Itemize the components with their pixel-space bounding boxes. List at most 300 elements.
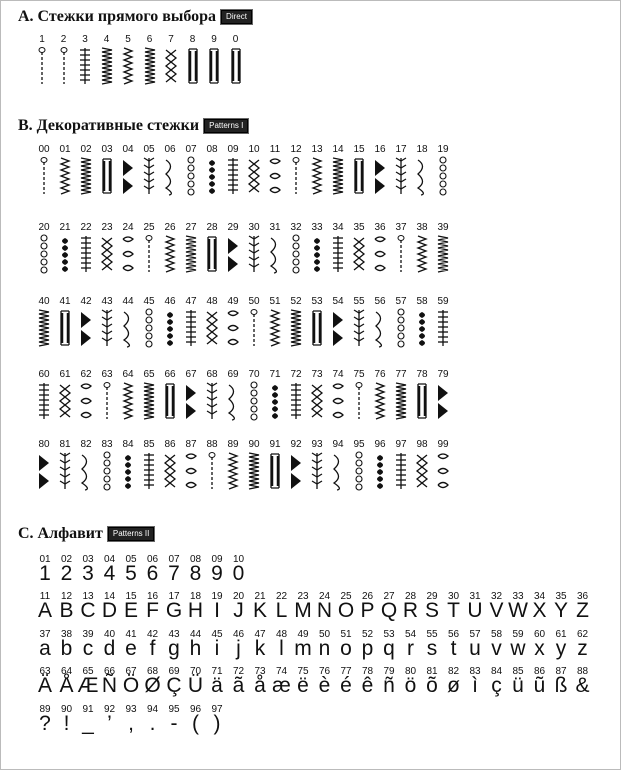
alphabet-number: 78 <box>361 666 374 677</box>
buttonhole-round-icon <box>207 46 221 91</box>
decorative-stitch-icon <box>310 234 324 279</box>
alphabet-number: 18 <box>189 591 202 602</box>
stitch-number: 61 <box>59 369 71 380</box>
alphabet-character: l <box>279 637 284 660</box>
alphabet-number: 22 <box>275 591 288 602</box>
three-step-zigzag-icon <box>143 46 157 91</box>
decorative-stitch-icon <box>415 451 429 496</box>
decorative-stitch-row <box>0 222 621 302</box>
alphabet-character: Ñ <box>101 674 118 697</box>
stitch-number: 26 <box>164 222 176 233</box>
decorative-stitch-icon <box>142 381 156 426</box>
decorative-stitch-icon <box>310 451 324 496</box>
alphabet-character: M <box>294 599 312 622</box>
alphabet-number: 56 <box>447 629 460 640</box>
alphabet-number: 49 <box>297 629 309 640</box>
stitch-number: 43 <box>101 296 113 307</box>
stitch-number: 23 <box>101 222 113 233</box>
alphabet-character: Ö <box>122 674 140 697</box>
alphabet-number: 36 <box>576 591 589 602</box>
alphabet-number: 81 <box>426 666 438 677</box>
alphabet-number: 79 <box>383 666 395 677</box>
alphabet-number: 86 <box>533 666 546 677</box>
decorative-stitch-icon <box>58 156 72 201</box>
alphabet-number: 95 <box>168 704 180 715</box>
stitch-number: 51 <box>269 296 281 307</box>
stitch-number: 57 <box>395 296 407 307</box>
triple-straight-stitch-icon <box>78 46 92 91</box>
decorative-stitch-icon <box>226 308 240 353</box>
decorative-stitch-icon <box>100 234 114 279</box>
decorative-stitch-icon <box>352 381 366 426</box>
decorative-stitch-icon <box>289 234 303 279</box>
decorative-stitch-icon <box>205 381 219 426</box>
stitch-number: 18 <box>416 144 428 155</box>
stitch-number: 56 <box>374 296 386 307</box>
alphabet-number: 33 <box>512 591 524 602</box>
alphabet-character: X <box>532 599 547 622</box>
stitch-number: 37 <box>395 222 407 233</box>
stitch-number: 46 <box>164 296 176 307</box>
decorative-stitch-icon <box>394 451 408 496</box>
decorative-stitch-icon <box>142 234 156 279</box>
stitch-number: 38 <box>416 222 428 233</box>
alphabet-number: 89 <box>39 704 51 715</box>
direct-badge: Direct <box>221 10 252 24</box>
stitch-number: 67 <box>185 369 197 380</box>
stitch-number: 30 <box>248 222 260 233</box>
alphabet-character: c <box>82 637 94 660</box>
alphabet-character: è <box>318 674 331 697</box>
stitch-number: 06 <box>164 144 176 155</box>
alphabet-number: 75 <box>297 666 309 677</box>
decorative-stitch-icon <box>373 381 387 426</box>
alphabet-number: 90 <box>60 704 73 715</box>
alphabet-number: 38 <box>60 629 73 640</box>
alphabet-number: 50 <box>318 629 331 640</box>
alphabet-character: - <box>170 712 178 735</box>
decorative-stitch-icon <box>394 381 408 426</box>
alphabet-number: 55 <box>426 629 438 640</box>
alphabet-character: a <box>39 637 51 660</box>
alphabet-character: ê <box>361 674 374 697</box>
section-b-heading: B. Декоративные стежки <box>18 117 200 134</box>
stitch-number: 25 <box>143 222 155 233</box>
alphabet-character: ø <box>447 674 460 697</box>
decorative-stitch-icon <box>331 156 345 201</box>
alphabet-number: 01 <box>39 554 51 565</box>
stitch-number: 39 <box>437 222 449 233</box>
alphabet-number: 35 <box>555 591 567 602</box>
alphabet-character: Ä <box>37 674 52 697</box>
stitch-number: 52 <box>290 296 302 307</box>
alphabet-number: 61 <box>555 629 567 640</box>
stitch-number: 78 <box>416 369 428 380</box>
decorative-stitch-icon <box>373 156 387 201</box>
decorative-stitch-icon <box>205 451 219 496</box>
stitch-number: 02 <box>80 144 92 155</box>
alphabet-character: k <box>254 637 266 660</box>
stitch-number: 82 <box>80 439 92 450</box>
alphabet-character: A <box>37 599 52 622</box>
alphabet-character: Q <box>380 599 398 622</box>
alphabet-character: õ <box>426 674 438 697</box>
alphabet-number: 73 <box>254 666 266 677</box>
stitch-number: 73 <box>311 369 323 380</box>
decorative-stitch-icon <box>352 451 366 496</box>
alphabet-character: L <box>275 599 288 622</box>
buttonhole-keyhole-icon <box>229 46 243 91</box>
direct-stitch-number: 5 <box>125 34 131 45</box>
alphabet-character: ) <box>213 712 221 735</box>
stitch-number: 88 <box>206 439 218 450</box>
stitch-number: 60 <box>38 369 50 380</box>
alphabet-number: 85 <box>512 666 524 677</box>
decorative-stitch-icon <box>436 234 450 279</box>
alphabet-number: 23 <box>297 591 309 602</box>
alphabet-character: Z <box>576 599 589 622</box>
stitch-number: 79 <box>437 369 449 380</box>
stitch-number: 75 <box>353 369 365 380</box>
decorative-stitch-icon <box>205 156 219 201</box>
decorative-stitch-icon <box>100 156 114 201</box>
alphabet-number: 04 <box>103 554 116 565</box>
decorative-stitch-icon <box>121 234 135 279</box>
stitch-number: 99 <box>437 439 449 450</box>
stitch-number: 17 <box>395 144 407 155</box>
alphabet-character: r <box>407 637 414 660</box>
stitch-number: 49 <box>227 296 239 307</box>
stitch-number: 97 <box>395 439 407 450</box>
alphabet-character: q <box>383 637 395 660</box>
stitch-number: 10 <box>248 144 260 155</box>
alphabet-character: p <box>361 637 374 660</box>
alphabet-number: 21 <box>254 591 266 602</box>
direct-stitch-number: 3 <box>82 34 88 45</box>
alphabet-character: æ <box>272 674 291 697</box>
direct-stitch-number: 6 <box>146 34 153 45</box>
alphabet-character: W <box>508 599 528 622</box>
alphabet-number: 62 <box>576 629 589 640</box>
alphabet-character: ë <box>297 674 309 697</box>
decorative-stitch-icon <box>289 308 303 353</box>
stitch-number: 08 <box>206 144 218 155</box>
stitch-number: 94 <box>332 439 344 450</box>
stitch-number: 15 <box>353 144 365 155</box>
alphabet-character: 6 <box>146 562 159 585</box>
overlock-stitch-icon <box>164 46 178 91</box>
decorative-stitch-icon <box>268 156 282 201</box>
alphabet-character: v <box>491 637 502 660</box>
alphabet-character: Y <box>553 599 568 622</box>
decorative-stitch-icon <box>226 381 240 426</box>
decorative-stitch-icon <box>310 381 324 426</box>
alphabet-character: F <box>146 599 159 622</box>
stitch-number: 13 <box>311 144 323 155</box>
alphabet-character: ö <box>404 674 417 697</box>
direct-stitch-row <box>0 34 621 114</box>
stitch-number: 11 <box>269 144 281 155</box>
alphabet-character: 9 <box>211 562 223 585</box>
alphabet-character: d <box>103 637 116 660</box>
alphabet-number: 32 <box>490 591 503 602</box>
alphabet-character: 7 <box>168 562 180 585</box>
stitch-number: 62 <box>80 369 92 380</box>
alphabet-character: C <box>80 599 96 622</box>
stitch-number: 20 <box>38 222 50 233</box>
alphabet-character: S <box>424 599 439 622</box>
alphabet-character: ã <box>232 674 245 697</box>
alphabet-character: b <box>60 637 73 660</box>
decorative-stitch-icon <box>247 451 261 496</box>
decorative-stitch-icon <box>37 451 51 496</box>
alphabet-number: 76 <box>318 666 331 677</box>
patterns-i-badge: Patterns I <box>204 119 248 133</box>
decorative-stitch-icon <box>121 156 135 201</box>
stitch-number: 80 <box>38 439 50 450</box>
decorative-stitch-icon <box>58 451 72 496</box>
stitch-number: 77 <box>395 369 407 380</box>
alphabet-number: 02 <box>60 554 73 565</box>
alphabet-character: é <box>340 674 352 697</box>
section-b-title <box>18 117 248 135</box>
alphabet-character: T <box>447 599 460 622</box>
alphabet-number: 17 <box>168 591 180 602</box>
straight-left-stitch-icon <box>35 46 49 91</box>
stitch-number: 86 <box>164 439 176 450</box>
decorative-stitch-icon <box>163 451 177 496</box>
alphabet-number: 48 <box>275 629 288 640</box>
alphabet-number: 92 <box>103 704 116 715</box>
alphabet-character: P <box>360 599 375 622</box>
alphabet-number: 74 <box>275 666 288 677</box>
decorative-stitch-icon <box>205 234 219 279</box>
alphabet-number: 66 <box>103 666 116 677</box>
alphabet-character: å <box>254 674 266 697</box>
section-c-title <box>18 525 154 543</box>
alphabet-character: y <box>555 637 567 660</box>
decorative-stitch-icon <box>247 234 261 279</box>
alphabet-number: 63 <box>39 666 51 677</box>
stitch-number: 98 <box>416 439 428 450</box>
decorative-stitch-row <box>0 369 621 449</box>
alphabet-number: 03 <box>82 554 94 565</box>
alphabet-number: 65 <box>82 666 94 677</box>
alphabet-number: 88 <box>576 666 589 677</box>
alphabet-character: Æ <box>77 674 99 697</box>
alphabet-number: 15 <box>125 591 137 602</box>
alphabet-character: ! <box>63 712 70 735</box>
decorative-stitch-icon <box>37 234 51 279</box>
alphabet-number: 10 <box>232 554 245 565</box>
stitch-number: 27 <box>185 222 197 233</box>
alphabet-number: 84 <box>490 666 503 677</box>
decorative-stitch-icon <box>121 381 135 426</box>
alphabet-character: g <box>168 637 180 660</box>
decorative-stitch-icon <box>226 156 240 201</box>
decorative-stitch-icon <box>436 381 450 426</box>
alphabet-character: o <box>340 637 352 660</box>
alphabet-character: H <box>187 599 204 622</box>
alphabet-number: 64 <box>60 666 73 677</box>
alphabet-character: J <box>233 599 244 622</box>
stitch-number: 19 <box>437 144 449 155</box>
alphabet-character: U <box>467 599 483 622</box>
stitch-number: 72 <box>290 369 302 380</box>
decorative-stitch-icon <box>142 156 156 201</box>
stitch-number: 07 <box>185 144 197 155</box>
section-c-heading: C. Алфавит <box>18 525 103 542</box>
decorative-stitch-icon <box>79 308 93 353</box>
direct-stitch-number: 9 <box>211 34 217 45</box>
alphabet-character: s <box>426 637 438 660</box>
alphabet-character: ü <box>512 674 524 697</box>
alphabet-number: 24 <box>318 591 331 602</box>
decorative-stitch-icon <box>247 381 261 426</box>
stitch-number: 66 <box>164 369 176 380</box>
alphabet-character: . <box>149 712 156 735</box>
stitch-number: 28 <box>206 222 218 233</box>
stitch-number: 87 <box>185 439 197 450</box>
alphabet-number: 82 <box>447 666 460 677</box>
alphabet-number: 25 <box>340 591 352 602</box>
stitch-number: 40 <box>38 296 50 307</box>
alphabet-character: ũ <box>533 674 546 697</box>
decorative-stitch-icon <box>37 156 51 201</box>
stitch-number: 34 <box>332 222 344 233</box>
alphabet-number: 59 <box>512 629 524 640</box>
stitch-number: 16 <box>374 144 386 155</box>
decorative-stitch-icon <box>415 234 429 279</box>
alphabet-character: Å <box>59 674 74 697</box>
alphabet-number: 37 <box>39 629 51 640</box>
decorative-stitch-icon <box>163 156 177 201</box>
alphabet-number: 26 <box>361 591 374 602</box>
alphabet-character: E <box>123 599 138 622</box>
alphabet-character: w <box>510 637 526 660</box>
decorative-stitch-icon <box>289 156 303 201</box>
decorative-stitch-icon <box>331 234 345 279</box>
decorative-stitch-icon <box>79 381 93 426</box>
alphabet-number: 12 <box>60 591 73 602</box>
alphabet-character: V <box>489 599 504 622</box>
alphabet-character: j <box>236 637 241 660</box>
alphabet-character: D <box>101 599 118 622</box>
stitch-number: 85 <box>143 439 155 450</box>
alphabet-character: ä <box>211 674 223 697</box>
alphabet-character: 5 <box>125 562 137 585</box>
stitch-number: 22 <box>80 222 92 233</box>
alphabet-character: K <box>252 599 267 622</box>
patterns-ii-badge: Patterns II <box>108 527 154 541</box>
alphabet-character: N <box>316 599 333 622</box>
alphabet-character: f <box>149 637 156 660</box>
alphabet-number: 96 <box>189 704 202 715</box>
alphabet-character: B <box>59 599 74 622</box>
stitch-number: 71 <box>269 369 281 380</box>
stitch-number: 03 <box>101 144 113 155</box>
alphabet-character: t <box>450 637 457 660</box>
decorative-stitch-icon <box>247 308 261 353</box>
alphabet-character: O <box>337 599 355 622</box>
decorative-stitch-icon <box>268 451 282 496</box>
decorative-stitch-icon <box>436 451 450 496</box>
decorative-stitch-icon <box>247 156 261 201</box>
alphabet-character: i <box>214 637 220 660</box>
alphabet-number: 87 <box>555 666 567 677</box>
stitch-number: 36 <box>374 222 386 233</box>
stretch-stitch-icon <box>100 46 114 91</box>
alphabet-character: ì <box>472 674 478 697</box>
decorative-stitch-icon <box>373 308 387 353</box>
stitch-number: 65 <box>143 369 155 380</box>
decorative-stitch-row <box>0 144 621 224</box>
decorative-stitch-icon <box>79 234 93 279</box>
stitch-number: 69 <box>227 369 239 380</box>
decorative-stitch-icon <box>142 308 156 353</box>
alphabet-character: R <box>402 599 419 622</box>
stitch-number: 55 <box>353 296 365 307</box>
decorative-stitch-icon <box>310 308 324 353</box>
direct-stitch-number: 8 <box>189 34 196 45</box>
stitch-number: 04 <box>122 144 134 155</box>
alphabet-character: ß <box>554 674 568 697</box>
decorative-stitch-icon <box>205 308 219 353</box>
alphabet-row <box>0 666 621 702</box>
stitch-number: 00 <box>38 144 50 155</box>
decorative-stitch-icon <box>184 156 198 201</box>
direct-stitch-number: 2 <box>60 34 67 45</box>
stitch-number: 95 <box>353 439 365 450</box>
stitch-number: 31 <box>269 222 281 233</box>
direct-stitch-number: 7 <box>168 34 174 45</box>
alphabet-character: Ø <box>144 674 161 697</box>
stitch-number: 58 <box>416 296 428 307</box>
stitch-number: 47 <box>185 296 197 307</box>
stitch-number: 44 <box>122 296 134 307</box>
alphabet-number: 58 <box>490 629 503 640</box>
alphabet-number: 68 <box>146 666 159 677</box>
alphabet-row <box>0 554 621 590</box>
stitch-number: 89 <box>227 439 239 450</box>
decorative-stitch-icon <box>331 308 345 353</box>
decorative-stitch-icon <box>163 381 177 426</box>
decorative-stitch-icon <box>268 308 282 353</box>
alphabet-number: 19 <box>211 591 223 602</box>
decorative-stitch-icon <box>58 308 72 353</box>
alphabet-row <box>0 591 621 627</box>
decorative-stitch-icon <box>58 381 72 426</box>
alphabet-character: _ <box>82 712 94 735</box>
decorative-stitch-icon <box>394 308 408 353</box>
alphabet-number: 31 <box>469 591 481 602</box>
decorative-stitch-icon <box>163 308 177 353</box>
straight-center-stitch-icon <box>57 46 71 91</box>
alphabet-number: 16 <box>146 591 159 602</box>
decorative-stitch-row <box>0 296 621 376</box>
alphabet-number: 06 <box>146 554 159 565</box>
stitch-number: 09 <box>227 144 239 155</box>
decorative-stitch-icon <box>37 308 51 353</box>
alphabet-number: 52 <box>361 629 374 640</box>
alphabet-character: n <box>318 637 331 660</box>
section-a-title <box>18 8 252 26</box>
stitch-number: 76 <box>374 369 386 380</box>
alphabet-row <box>0 629 621 665</box>
alphabet-character: 0 <box>232 562 245 585</box>
alphabet-number: 45 <box>211 629 223 640</box>
alphabet-number: 91 <box>82 704 94 715</box>
